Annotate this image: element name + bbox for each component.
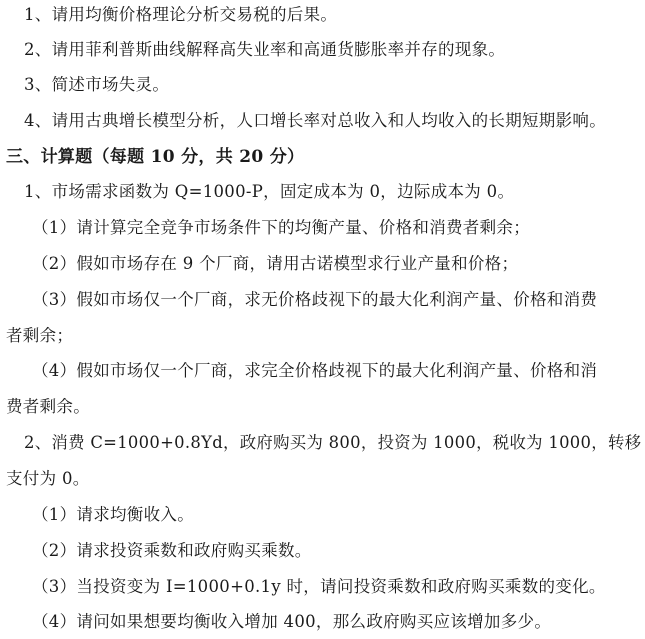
calc-question-2-part-4: （4）请问如果想要均衡收入增加 400，那么政府购买应该增加多少。 <box>32 612 552 631</box>
question-line-3: 3、简述市场失灵。 <box>24 75 170 94</box>
calc-question-1-part-3-cont: 者剩余； <box>6 326 74 345</box>
calc-question-1-part-4: （4）假如市场仅一个厂商，求完全价格歧视下的最大化利润产量、价格和消 <box>32 361 598 380</box>
question-line-1: 1、请用均衡价格理论分析交易税的后果。 <box>24 5 338 24</box>
calc-question-2-part-1: （1）请求均衡收入。 <box>32 505 194 524</box>
question-line-4: 4、请用古典增长模型分析，人口增长率对总收入和人均收入的长期短期影响。 <box>24 111 606 130</box>
section-heading: 三、计算题（每题 10 分，共 20 分） <box>6 147 305 167</box>
calc-question-2-part-2: （2）请求投资乘数和政府购买乘数。 <box>32 541 312 560</box>
calc-question-1-part-3: （3）假如市场仅一个厂商，求无价格歧视下的最大化利润产量、价格和消费 <box>32 290 598 309</box>
calc-question-1-part-4-cont: 费者剩余。 <box>6 397 90 416</box>
calc-question-2-part-3: （3）当投资变为 I=1000+0.1y 时，请问投资乘数和政府购买乘数的变化。 <box>32 577 606 596</box>
calc-question-2-cont: 支付为 0。 <box>6 469 90 488</box>
calc-question-1-part-1: （1）请计算完全竞争市场条件下的均衡产量、价格和消费者剩余； <box>32 218 530 237</box>
calc-question-2: 2、消费 C=1000+0.8Yd，政府购买为 800，投资为 1000，税收为 1000，转移 <box>24 433 642 452</box>
question-line-2: 2、请用菲利普斯曲线解释高失业率和高通货膨胀率并存的现象。 <box>24 40 506 59</box>
calc-question-1-part-2: （2）假如市场存在 9 个厂商，请用古诺模型求行业产量和价格； <box>32 254 519 273</box>
calc-question-1: 1、市场需求函数为 Q=1000-P，固定成本为 0，边际成本为 0。 <box>24 182 515 201</box>
